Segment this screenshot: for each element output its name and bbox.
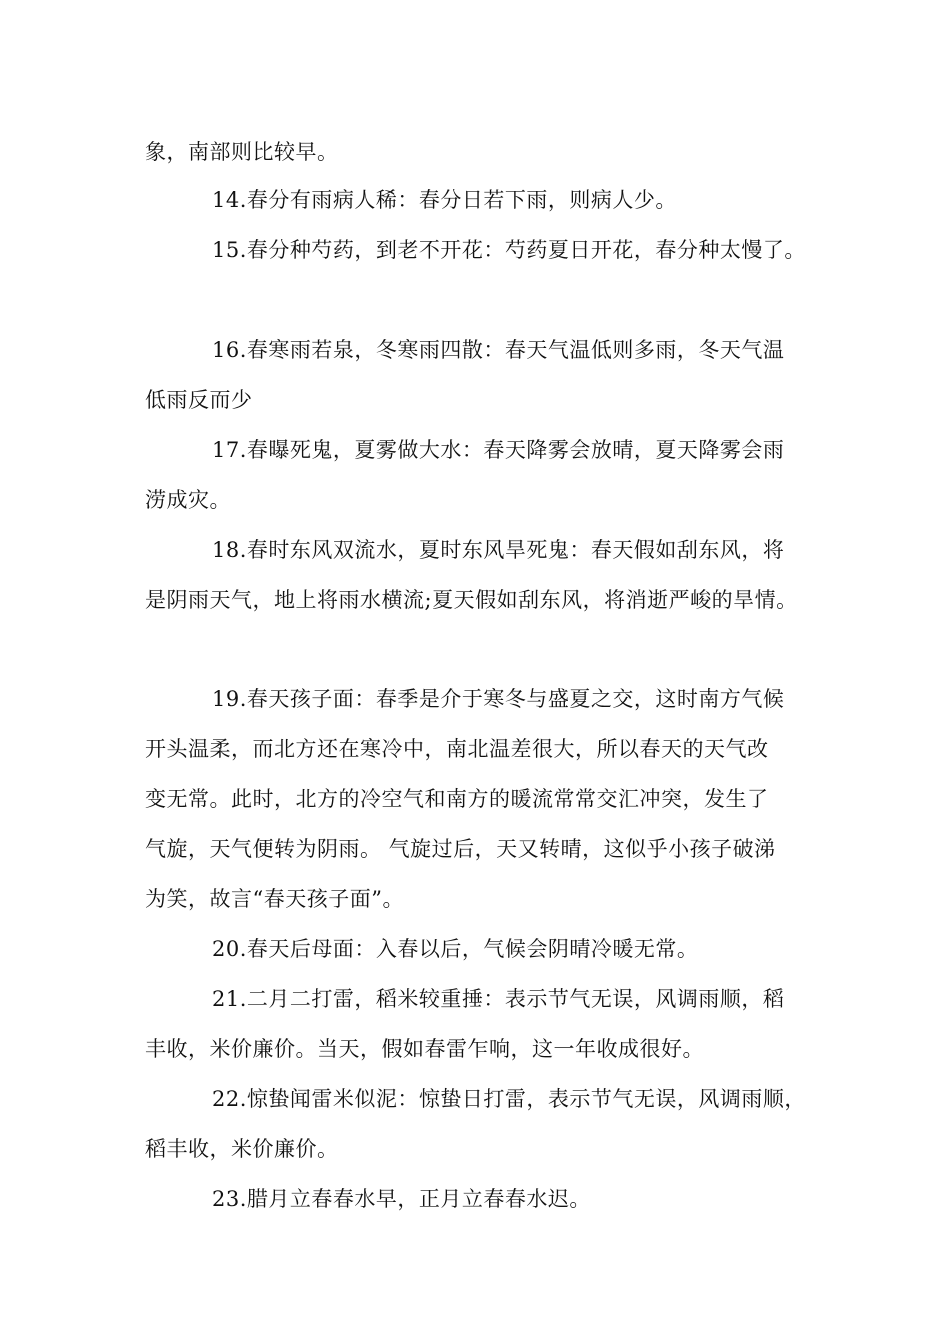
text-line: 14.春分有雨病人稀：春分日若下雨，则病人少。	[212, 188, 677, 212]
text-line: 为笑，故言“春天孩子面”。	[145, 887, 404, 911]
text-line: 涝成灾。	[145, 488, 231, 512]
text-line: 21.二月二打雷，稻米较重捶：表示节气无误，风调雨顺，稻	[212, 987, 785, 1011]
text-line: 16.春寒雨若泉，冬寒雨四散：春天气温低则多雨，冬天气温	[212, 338, 785, 362]
text-line: 开头温柔，而北方还在寒冷中，南北温差很大，所以春天的天气改	[145, 737, 769, 761]
text-line: 20.春天后母面：入春以后，气候会阴晴冷暖无常。	[212, 937, 699, 961]
text-line: 稻丰收，米价廉价。	[145, 1137, 339, 1161]
text-line: 22.惊蛰闻雷米似泥：惊蛰日打雷，表示节气无误，风调雨顺，	[212, 1087, 806, 1111]
text-line: 气旋，天气便转为阴雨。 气旋过后，天又转晴，这似乎小孩子破涕	[145, 837, 776, 861]
text-line: 变无常。此时，北方的冷空气和南方的暖流常常交汇冲突，发生了	[145, 787, 769, 811]
text-line: 18.春时东风双流水，夏时东风旱死鬼：春天假如刮东风，将	[212, 538, 785, 562]
text-line: 是阴雨天气，地上将雨水横流;夏天假如刮东风，将消逝严峻的旱情。	[145, 588, 798, 612]
text-line: 23.腊月立春春水早，正月立春春水迟。	[212, 1187, 591, 1211]
text-line: 19.春天孩子面：春季是介于寒冬与盛夏之交，这时南方气候	[212, 687, 785, 711]
text-line: 低雨反而少	[145, 388, 253, 412]
text-line: 15.春分种芍药，到老不开花：芍药夏日开花，春分种太慢了。	[212, 238, 806, 262]
text-line: 17.春曝死鬼，夏雾做大水：春天降雾会放晴，夏天降雾会雨	[212, 438, 785, 462]
text-line: 象，南部则比较早。	[145, 140, 339, 164]
text-line: 丰收，米价廉价。当天，假如春雷乍响，这一年收成很好。	[145, 1037, 704, 1061]
